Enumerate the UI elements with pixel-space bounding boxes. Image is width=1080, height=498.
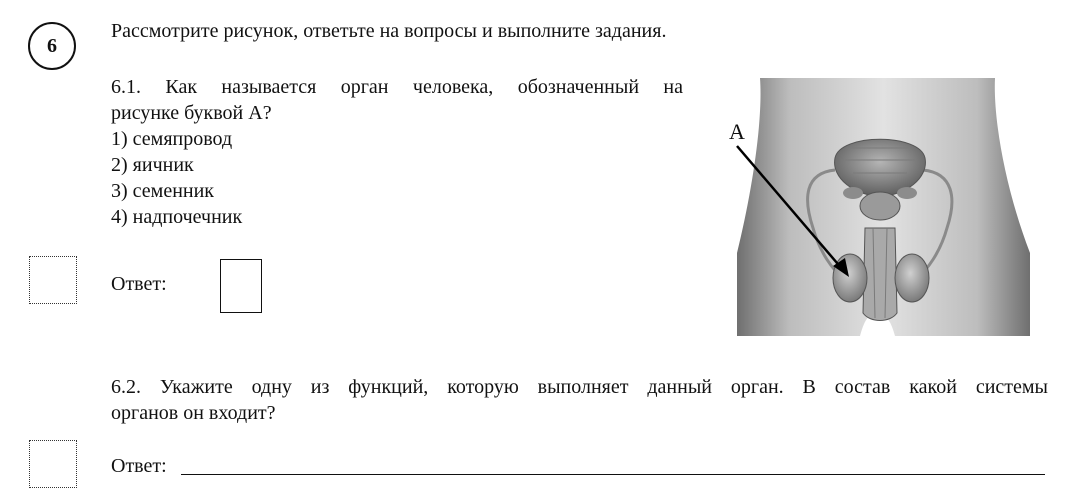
part1-question-text [111,74,683,126]
part1-question-line2: рисунке буквой А? [111,102,272,124]
question-intro: Рассмотрите рисунок, ответьте на вопросы и выполните задания. [111,20,667,42]
part2-answer-line[interactable] [181,474,1045,475]
part1-options [111,126,242,230]
part1-score-box [29,256,77,304]
part1-answer-cell[interactable] [220,259,262,313]
option-3: 3) семенник [111,180,215,202]
part1-question-line1: 6.1. Как называется орган человека, обозначенный на [111,76,683,98]
male-reproductive-system-illustration [725,78,1030,336]
part2-question-line1: 6.2. Укажите одну из функций, которую выполняет данный орган. В состав какой системы [111,376,1048,398]
part2-answer-label: Ответ: [111,455,167,477]
part2-question-text [111,374,1048,426]
anatomy-figure [725,78,1030,336]
option-2: 2) яичник [111,154,194,176]
question-number-badge [28,22,76,70]
option-1: 1) семяпровод [111,128,233,150]
figure-label-a: А [729,119,745,144]
part2-score-box [29,440,77,488]
question-number: 6 [47,34,57,57]
option-4: 4) надпочечник [111,206,243,228]
part1-answer-label: Ответ: [111,273,167,295]
part2-question-line2: органов он входит? [111,402,276,424]
